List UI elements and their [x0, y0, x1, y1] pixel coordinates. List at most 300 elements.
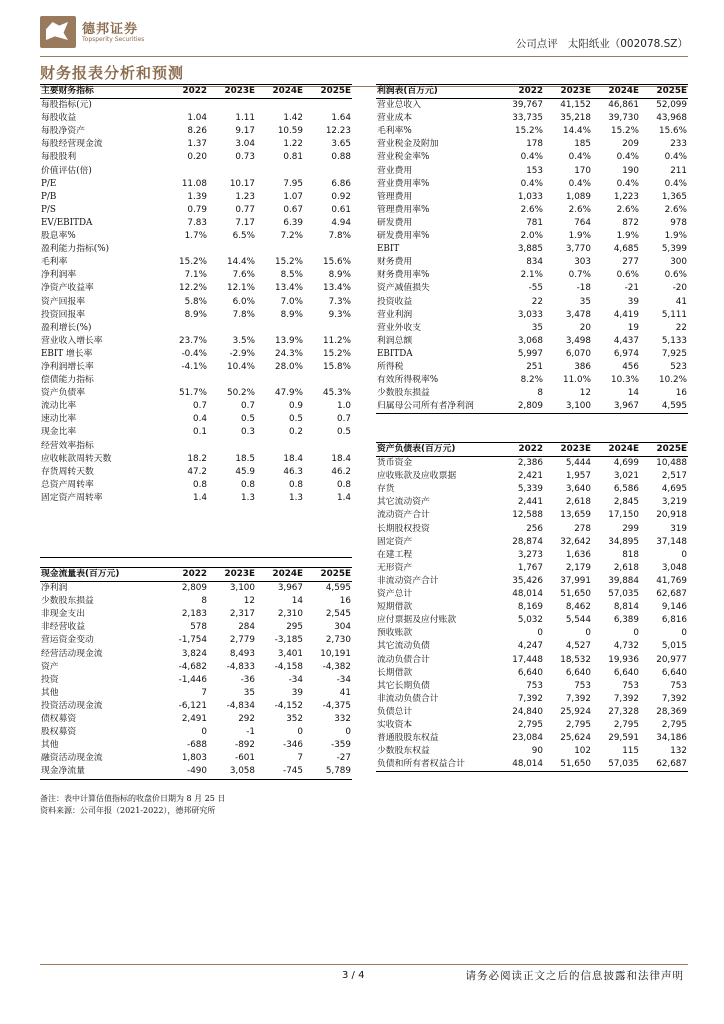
cell-value: 4,699	[613, 458, 639, 469]
year-header: 2024E	[272, 569, 303, 579]
cell-value: 18,532	[560, 654, 591, 665]
row-label: 应收账款及应收票据	[377, 471, 457, 482]
cell-value: 3,770	[565, 244, 591, 255]
cell-value: 7.6%	[232, 270, 255, 281]
cell-value	[160, 544, 208, 557]
row-label: 在建工程	[377, 549, 413, 560]
cell-value: 3.04	[235, 139, 255, 150]
cell-value: 7.95	[283, 178, 303, 189]
table-row	[376, 282, 688, 295]
cell-value: -4,158	[274, 661, 303, 672]
cell-value: 7.1%	[184, 270, 207, 281]
cell-value: 256	[526, 523, 543, 534]
cell-value: 0	[681, 549, 687, 560]
cell-value: 13.4%	[275, 283, 303, 294]
cell-value	[208, 518, 256, 531]
row-label: 固定资产周转率	[41, 492, 103, 503]
year-header: 2025E	[656, 444, 687, 454]
cell-value: 2,779	[229, 635, 255, 646]
cell-value: 6.86	[331, 178, 351, 189]
table-row	[376, 256, 688, 269]
cell-value: 41,152	[560, 100, 591, 111]
cell-value: 1.9%	[568, 231, 591, 242]
row-label: 存货周转天数	[41, 466, 94, 477]
cell-value: 4,437	[613, 335, 639, 346]
cell-value: -1,446	[178, 674, 207, 685]
cell-value	[256, 440, 304, 453]
cell-value	[256, 374, 304, 387]
cell-value: 10.3%	[611, 375, 639, 386]
cell-value: 7.17	[235, 217, 255, 228]
table-row	[40, 440, 352, 453]
cell-value: 0.2	[289, 427, 303, 438]
table-row	[376, 374, 688, 387]
table-notes	[40, 793, 225, 817]
cell-value: 13,659	[560, 510, 591, 521]
row-label: 非经营收益	[41, 622, 85, 633]
year-header: 2024E	[272, 86, 303, 96]
cell-value: 178	[526, 139, 543, 150]
table-row	[376, 640, 688, 653]
row-label: 其他	[41, 687, 59, 698]
cell-value: 5,032	[517, 615, 543, 626]
cell-value: 20	[579, 322, 591, 333]
cell-value: -55	[528, 283, 543, 294]
cell-value: 1,223	[613, 191, 639, 202]
table-row	[376, 99, 688, 113]
cell-value: 2.6%	[616, 204, 639, 215]
table-row	[376, 335, 688, 348]
cell-value: 251	[526, 361, 543, 372]
cell-value: 5.8%	[184, 296, 207, 307]
cell-value: 1,089	[565, 191, 591, 202]
table-row	[376, 758, 688, 772]
cell-value: 46.2	[331, 466, 351, 477]
cell-value: 24,840	[512, 706, 543, 717]
table-row	[40, 518, 352, 531]
cell-value: 39,767	[512, 100, 543, 111]
cell-value: 13.4%	[323, 283, 351, 294]
row-label: P/B	[41, 191, 57, 202]
row-label: 存货	[377, 484, 395, 495]
cell-value	[304, 165, 352, 178]
cell-value: 7.8%	[232, 309, 255, 320]
row-label: 少数股东损益	[41, 596, 94, 607]
row-label: 流动负债合计	[377, 654, 430, 665]
cell-value: 41	[339, 687, 351, 698]
cell-value: 1.22	[283, 139, 303, 150]
row-label	[40, 505, 160, 518]
cell-value: 8.5%	[280, 270, 303, 281]
cell-value: 7.2%	[280, 231, 303, 242]
table-row	[40, 413, 352, 426]
row-label: EBIT	[377, 244, 400, 255]
report-type: 公司点评	[515, 38, 558, 50]
cell-value: 8.9%	[184, 309, 207, 320]
cell-value: 4.94	[331, 217, 351, 228]
cell-value: 5,111	[661, 309, 687, 320]
row-label: 经营效率指标	[41, 440, 94, 451]
cell-value: 18.2	[187, 453, 207, 464]
table-row	[376, 654, 688, 667]
cell-value: 6,640	[517, 667, 543, 678]
cell-value: 4,247	[517, 641, 543, 652]
cell-value: 4,732	[613, 641, 639, 652]
cell-value: 1.0	[337, 401, 351, 412]
cell-value: 386	[574, 361, 591, 372]
cell-value: -688	[187, 740, 207, 751]
table-row	[40, 700, 352, 713]
cell-value: 0.7	[241, 401, 255, 412]
cell-value: 62,687	[656, 759, 687, 770]
cell-value: 2,795	[613, 719, 639, 730]
cell-value: 0.4	[193, 414, 207, 425]
row-label: 实收资本	[377, 719, 413, 730]
year-header: 2025E	[656, 86, 687, 96]
table-row	[376, 693, 688, 706]
cell-value: 3,824	[181, 648, 207, 659]
cell-value: -34	[288, 674, 303, 685]
row-label: 股息率%	[41, 231, 76, 242]
cell-value: 15.6%	[323, 257, 351, 268]
cell-value: 781	[526, 217, 543, 228]
cell-value: 50.2%	[227, 388, 255, 399]
table-title: 利润表(百万元)	[377, 86, 438, 96]
cell-value: 5,015	[661, 641, 687, 652]
row-label: EV/EBITDA	[41, 217, 93, 228]
table-row	[40, 309, 352, 322]
cell-value: 303	[574, 257, 591, 268]
cell-value: 5,399	[661, 244, 687, 255]
cell-value: 2,845	[613, 497, 639, 508]
cell-value: 8,462	[565, 602, 591, 613]
cell-value: 2,517	[661, 471, 687, 482]
table-title: 现金流量表(百万元)	[41, 569, 120, 579]
row-label	[40, 544, 160, 557]
cell-value: 28.0%	[275, 361, 303, 372]
cell-value: 17,150	[608, 510, 639, 521]
cell-value: -359	[331, 740, 351, 751]
cell-value: 834	[526, 257, 543, 268]
cell-value: 332	[334, 714, 351, 725]
cell-value: 0.79	[187, 204, 207, 215]
cell-value: 578	[190, 622, 207, 633]
row-label: EBITDA	[377, 348, 413, 359]
table-row	[40, 687, 352, 700]
table-row	[40, 204, 352, 217]
cell-value: 14	[291, 596, 303, 607]
cell-value: 0.8	[193, 479, 207, 490]
cell-value: 2,809	[517, 401, 543, 412]
cell-value: 3,498	[565, 335, 591, 346]
cell-value: 1.3	[241, 492, 255, 503]
cell-value: 0.4%	[568, 152, 591, 163]
row-label: 经营活动现金流	[41, 648, 103, 659]
cell-value: 2.0%	[520, 231, 543, 242]
row-label: 应收帐款周转天数	[41, 453, 112, 464]
row-label: 长期借款	[377, 667, 413, 678]
cell-value: 5,544	[565, 615, 591, 626]
row-label: 长期股权投资	[377, 523, 430, 534]
cell-value: 115	[622, 746, 639, 757]
cell-value: -34	[336, 674, 351, 685]
row-label: 现金净流量	[41, 766, 85, 777]
cell-value: 12.1%	[227, 283, 255, 294]
cell-value: 12	[579, 388, 591, 399]
table-row	[40, 648, 352, 661]
table-row	[40, 661, 352, 674]
cell-value: -4,834	[226, 700, 255, 711]
cell-value: 35	[531, 322, 543, 333]
cell-value: 47.9%	[275, 388, 303, 399]
table-row	[376, 732, 688, 745]
cell-value: 0.20	[187, 152, 207, 163]
row-label: 融资活动现金流	[41, 753, 103, 764]
cell-value	[160, 165, 208, 178]
cell-value: 10.4%	[227, 361, 255, 372]
table-row	[376, 601, 688, 614]
table-row	[40, 595, 352, 608]
row-label: 营业税金率%	[377, 152, 430, 163]
cell-value: 2,809	[181, 583, 207, 594]
disclaimer: 请务必阅读正文之后的信息披露和法律声明	[465, 970, 684, 982]
row-label: 所得税	[377, 361, 404, 372]
cell-value: 0.7	[193, 401, 207, 412]
cell-value: 5,997	[517, 348, 543, 359]
cell-value: 18.5	[235, 453, 255, 464]
cell-value: 43,968	[656, 113, 687, 124]
table-row	[40, 739, 352, 752]
row-label: 营业外收支	[377, 322, 421, 333]
cell-value: 23.7%	[179, 335, 207, 346]
cell-value: 2,795	[661, 719, 687, 730]
cell-value: 2,179	[565, 562, 591, 573]
cell-value: 102	[574, 746, 591, 757]
row-label: 资产	[41, 661, 59, 672]
cell-value: 35	[243, 687, 255, 698]
footer-divider	[40, 964, 688, 965]
table-row	[40, 191, 352, 204]
cell-value: 6,974	[613, 348, 639, 359]
table-body	[40, 582, 352, 779]
cell-value: 20,977	[656, 654, 687, 665]
cell-value: 0.7%	[568, 270, 591, 281]
row-label: 营业收入增长率	[41, 335, 103, 346]
cell-value: -4,152	[274, 700, 303, 711]
row-label: 其它流动资产	[377, 497, 430, 508]
cell-value	[160, 99, 208, 113]
page-number: 3 / 4	[342, 970, 365, 981]
table-row	[40, 348, 352, 361]
cell-value	[304, 531, 352, 544]
cell-value: 0.4%	[616, 152, 639, 163]
cell-value: 2,795	[565, 719, 591, 730]
cell-value: 48,014	[512, 589, 543, 600]
table-row	[40, 243, 352, 256]
cell-value: 51,650	[560, 759, 591, 770]
cell-value: 3,273	[517, 549, 543, 560]
cell-value: 0	[297, 727, 303, 738]
year-header: 2025E	[320, 86, 351, 96]
cell-value: 8	[201, 596, 207, 607]
row-label: 其它流动负债	[377, 641, 430, 652]
year-header: 2023E	[560, 444, 591, 454]
cell-value: 6,586	[613, 484, 639, 495]
cell-value: 0	[201, 727, 207, 738]
table-row	[40, 582, 352, 596]
cell-value: 34,186	[656, 733, 687, 744]
row-label: 无形资产	[377, 562, 413, 573]
cell-value: 0.81	[283, 152, 303, 163]
cell-value: 299	[622, 523, 639, 534]
cell-value: 0	[681, 628, 687, 639]
cell-value: 28,874	[512, 536, 543, 547]
logo-icon	[40, 16, 76, 48]
cell-value	[160, 518, 208, 531]
row-label: 研发费用率%	[377, 231, 430, 242]
cell-value: 3,058	[229, 766, 255, 777]
row-label: 每股经营现金流	[41, 139, 103, 150]
cell-value: 5,133	[661, 335, 687, 346]
row-label: 财务费用	[377, 257, 413, 268]
cell-value: 3.65	[331, 139, 351, 150]
table-row	[40, 400, 352, 413]
cell-value: 6,389	[613, 615, 639, 626]
cell-value: -4,682	[178, 661, 207, 672]
row-label: 非现金支出	[41, 609, 85, 620]
cell-value: -4,375	[322, 700, 351, 711]
table-row	[40, 713, 352, 726]
table-title: 主要财务指标	[41, 86, 94, 96]
row-label: 资产总计	[377, 589, 413, 600]
cell-value: 7,392	[613, 693, 639, 704]
cell-value: 19	[627, 322, 639, 333]
cell-value: 6.0%	[232, 296, 255, 307]
cell-value: 319	[670, 523, 687, 534]
cell-value: 9.3%	[328, 309, 351, 320]
row-label: 非流动资产合计	[377, 575, 439, 586]
cell-value: 456	[622, 361, 639, 372]
cell-value: 28,369	[656, 706, 687, 717]
cell-value: 6,816	[661, 615, 687, 626]
table-row	[40, 361, 352, 374]
cell-value: 7,392	[517, 693, 543, 704]
cell-value: 2,795	[517, 719, 543, 730]
row-label: 投资收益	[377, 296, 413, 307]
cell-value	[304, 243, 352, 256]
cell-value: 0.61	[331, 204, 351, 215]
cell-value	[304, 544, 352, 557]
row-label: 营业费用	[377, 165, 413, 176]
row-label: 毛利率%	[377, 126, 412, 137]
cell-value: -1,754	[178, 635, 207, 646]
cell-value: 2,441	[517, 497, 543, 508]
cell-value	[256, 322, 304, 335]
table-row	[40, 125, 352, 138]
cell-value: 0.7	[337, 414, 351, 425]
cell-value: 20,918	[656, 510, 687, 521]
cell-value	[256, 165, 304, 178]
cell-value: 2,310	[277, 609, 303, 620]
table-row	[376, 387, 688, 400]
cell-value	[208, 322, 256, 335]
row-label: 债权募资	[41, 714, 77, 725]
row-label: 总资产周转率	[41, 479, 94, 490]
row-label: 流动资产合计	[377, 510, 430, 521]
cell-value: 1.7%	[184, 231, 207, 242]
cell-value: 57,035	[608, 589, 639, 600]
cell-value: 2,183	[181, 609, 207, 620]
cell-value: 11.2%	[323, 335, 351, 346]
table-row	[376, 138, 688, 151]
header-row	[376, 85, 688, 99]
cell-value: 9,146	[661, 602, 687, 613]
table-row	[376, 627, 688, 640]
cell-value: 0	[537, 628, 543, 639]
cell-value: 4,595	[325, 583, 351, 594]
cell-value: 2,730	[325, 635, 351, 646]
cell-value: 15.2%	[275, 257, 303, 268]
row-label: 每股净资产	[41, 126, 85, 137]
table-row	[376, 549, 688, 562]
main-indicators-table	[40, 84, 352, 558]
row-label: 每股指标(元)	[41, 100, 92, 111]
row-label: 财务费用率%	[377, 270, 430, 281]
row-label: 管理费用	[377, 191, 413, 202]
row-label	[40, 531, 160, 544]
cell-value: 1,636	[565, 549, 591, 560]
table-title: 资产负债表(百万元)	[377, 444, 456, 454]
cell-value	[208, 165, 256, 178]
cell-value: 5,789	[325, 766, 351, 777]
cell-value: 13.9%	[275, 335, 303, 346]
source-line: 资料来源：公司年报（2021-2022），德邦研究所	[40, 806, 216, 815]
row-label: 非流动负债合计	[377, 693, 439, 704]
row-label: 固定资产	[377, 536, 413, 547]
cell-value: 3,967	[277, 583, 303, 594]
table-row	[376, 165, 688, 178]
cell-value: 35	[579, 296, 591, 307]
table-body	[376, 457, 688, 772]
cell-value: 39	[291, 687, 303, 698]
cell-value: 7.0%	[280, 296, 303, 307]
table-row	[376, 680, 688, 693]
cell-value	[256, 531, 304, 544]
table-row	[40, 282, 352, 295]
row-label: 少数股东权益	[377, 746, 430, 757]
cell-value: 14.4%	[227, 257, 255, 268]
cell-value	[256, 518, 304, 531]
cell-value: 0.4%	[664, 178, 687, 189]
cell-value: 3,885	[517, 244, 543, 255]
table-row	[376, 230, 688, 243]
cell-value: -2.9%	[229, 348, 255, 359]
cell-value: 284	[238, 622, 255, 633]
cell-value: 0.4%	[568, 178, 591, 189]
cell-value: 209	[622, 139, 639, 150]
cell-value: 18.4	[283, 453, 303, 464]
cell-value: 7.83	[187, 217, 207, 228]
cell-value: 132	[670, 746, 687, 757]
cell-value: 2,545	[325, 609, 351, 620]
row-label: 价值评估(倍)	[41, 165, 92, 176]
cell-value: 0.5	[289, 414, 303, 425]
cell-value: 753	[622, 680, 639, 691]
table-row	[40, 217, 352, 230]
cell-value: 0.73	[235, 152, 255, 163]
cell-value: 872	[622, 217, 639, 228]
table-row	[40, 453, 352, 466]
